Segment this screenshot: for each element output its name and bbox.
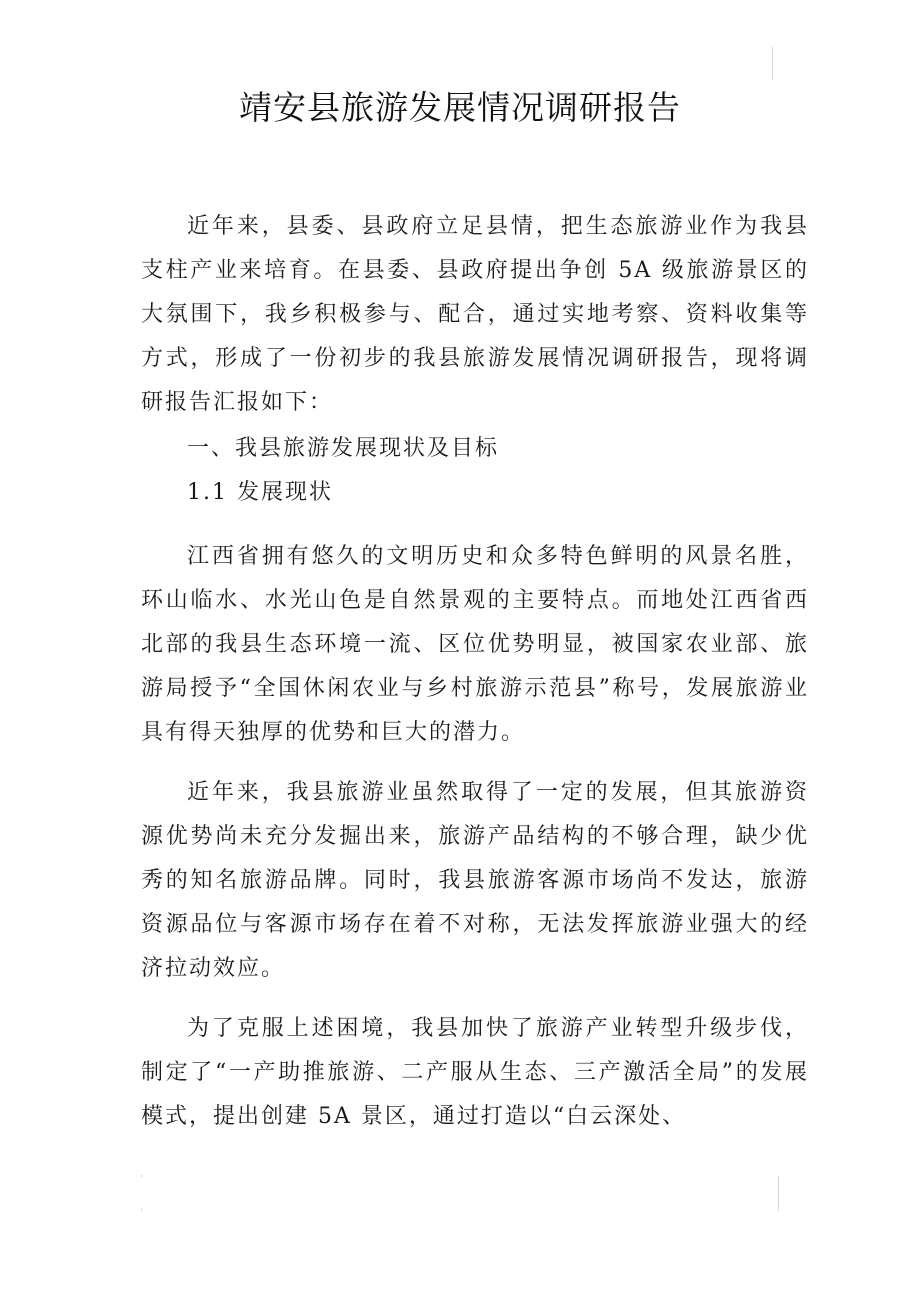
section-heading: 一、我县旅游发展现状及目标 [187, 436, 500, 461]
document-title: 靖安县旅游发展情况调研报告 [239, 88, 681, 127]
body-paragraph: 为了克服上述困境，我县加快了旅游产业转型升级步伐，制定了“一产助推旅游、二产服从生态、三产激活全局”的发展模式，提出创建 5A 景区，通过打造以“白云深处、 [141, 1016, 809, 1129]
document-body [141, 205, 809, 1139]
page-corner-mark-top-right [772, 47, 773, 80]
intro-paragraph: 近年来，县委、县政府立足县情，把生态旅游业作为我县支柱产业来培育。在县委、县政府提出争创 5A 级旅游景区的大氛围下，我乡积极参与、配合，通过实地考察、资料收集等方式，形成了一份初步的我县旅游发展情况调研报告，现将调研报告汇报如下： [141, 214, 809, 415]
page-corner-mark-bottom-left [141, 1175, 142, 1177]
page-corner-mark-bottom-right [778, 1176, 779, 1211]
subsection-heading: 1.1 发展现状 [187, 480, 333, 505]
page-corner-mark-bottom-left [141, 1208, 142, 1211]
paragraph-gap [141, 991, 809, 1007]
body-paragraph: 江西省拥有悠久的文明历史和众多特色鲜明的风景名胜，环山临水、水光山色是自然景观的主要特点。而地处江西省西北部的我县生态环境一流、区位优势明显，被国家农业部、旅游局授予“全国休闲农业与乡村旅游示范县”称号，发展旅游业具有得天独厚的优势和巨大的潜力。 [141, 544, 809, 745]
body-paragraph: 近年来，我县旅游业虽然取得了一定的发展，但其旅游资源优势尚未充分发掘出来，旅游产品结构的不够合理，缺少优秀的知名旅游品牌。同时，我县旅游客源市场尚不发达，旅游资源品位与客源市场存在着不对称，无法发挥旅游业强大的经济拉动效应。 [141, 780, 809, 981]
paragraph-gap [141, 755, 809, 771]
